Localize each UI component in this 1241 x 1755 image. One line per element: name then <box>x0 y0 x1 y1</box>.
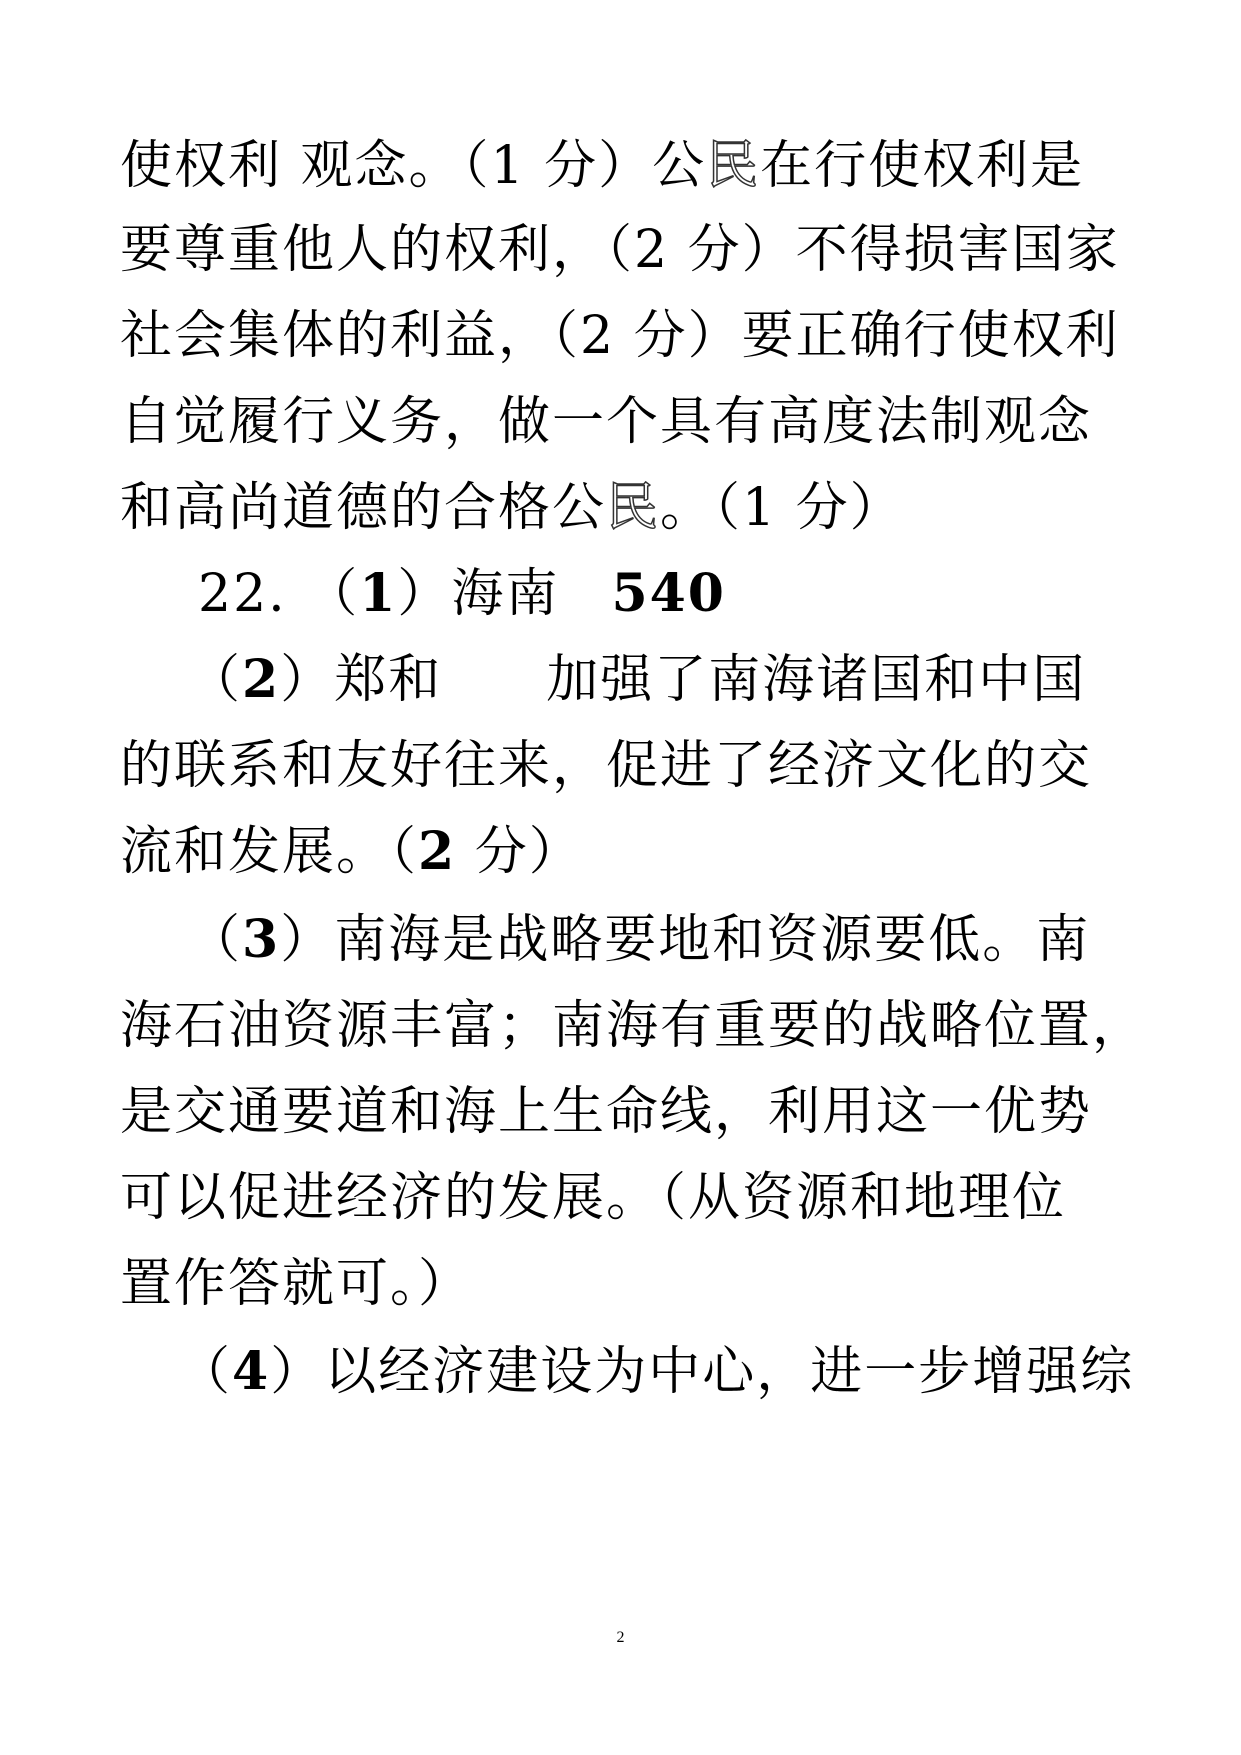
text-line-5 <box>120 460 1130 556</box>
subquestion-4-line <box>178 1324 1188 1420</box>
text-segment: 和高尚道德的合格公 <box>120 478 607 538</box>
subquestion-number: 2 <box>242 649 281 710</box>
question-number: 22. （ <box>198 564 360 624</box>
answer-text: ）海南 <box>397 564 560 624</box>
text-segment: （ <box>188 650 243 710</box>
text-line-12: 是交通要道和海上生命线，利用这一优势 <box>120 1082 1093 1142</box>
text-segment: ）以经济建设为中心，进一步增强综 <box>270 1342 1135 1402</box>
score-number: 2 <box>418 821 457 882</box>
outlined-character: 民 <box>706 136 761 196</box>
text-segment: （ <box>188 910 243 970</box>
text-line-2: 要尊重他人的权利，（2 分）不得损害国家 <box>120 220 1120 280</box>
answer-text: ）郑和 <box>280 650 443 710</box>
text-segment: 在行使权利是 <box>760 136 1085 196</box>
page-number: 2 <box>616 1629 625 1646</box>
answer-number: 540 <box>611 563 726 624</box>
answer-text: 加强了南海诸国和中国 <box>546 650 1087 710</box>
text-line-1 <box>120 118 1130 214</box>
text-segment: ）南海是战略要地和资源要低。南 <box>280 910 1091 970</box>
text-segment: 分） <box>456 822 583 882</box>
subquestion-number: 4 <box>232 1341 271 1402</box>
text-line-14: 置作答就可。） <box>120 1254 473 1314</box>
text-line-4: 自觉履行义务，做一个具有高度法制观念 <box>120 392 1093 452</box>
subquestion-number: 3 <box>242 909 281 970</box>
text-line-9 <box>120 804 1130 900</box>
text-line-11: 海石油资源丰富；南海有重要的战略位置， <box>120 996 1147 1056</box>
text-line-13: 可以促进经济的发展。（从资源和地理位 <box>120 1168 1067 1228</box>
subquestion-3-line <box>188 892 1198 988</box>
subquestion-2-line <box>188 632 1198 728</box>
text-line-8: 的联系和友好往来，促进了经济文化的交 <box>120 736 1093 796</box>
outlined-character: 民 <box>606 478 661 538</box>
text-line-3: 社会集体的利益，（2 分）要正确行使权利 <box>120 306 1120 366</box>
text-segment: 使权利 观念。（1 分）公 <box>120 136 707 196</box>
text-segment: （ <box>178 1342 233 1402</box>
text-segment: 。（1 分） <box>660 478 904 538</box>
subquestion-number: 1 <box>359 563 398 624</box>
text-segment: 流和发展。（ <box>120 822 419 882</box>
question-22-line <box>198 546 1208 642</box>
